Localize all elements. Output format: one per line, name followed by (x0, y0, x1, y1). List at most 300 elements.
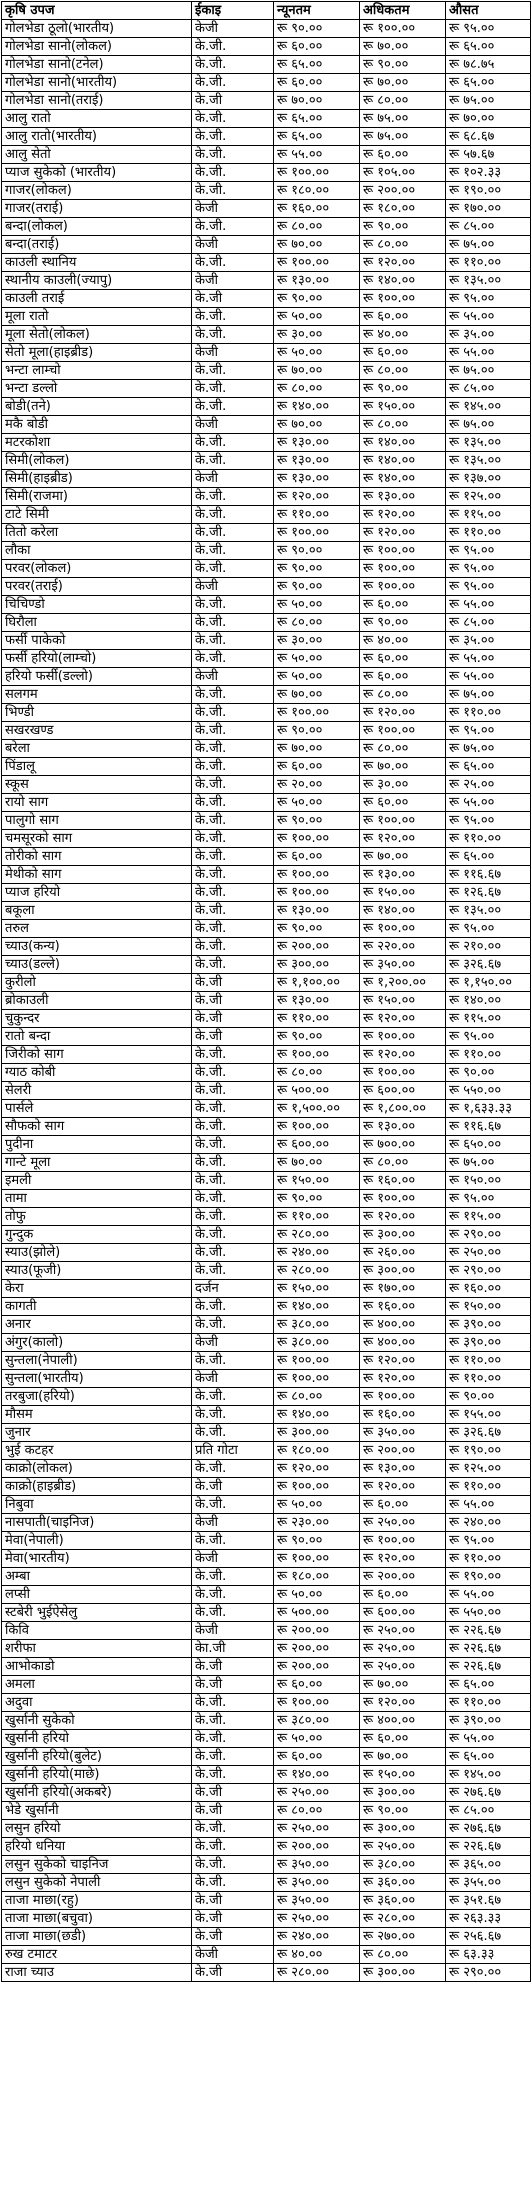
unit-cell: प्रति गोटा (192, 1442, 274, 1460)
header-minimum: न्यूनतम (274, 2, 360, 20)
commodity-cell: हरियो धनिया (2, 1838, 192, 1856)
unit-cell: के.जी (192, 1802, 274, 1820)
minimum-price-cell: रू ७०.०० (274, 362, 360, 380)
maximum-price-cell: रू १००.०० (360, 722, 446, 740)
commodity-cell: फर्सी पाकेको (2, 632, 192, 650)
table-row (2, 1712, 531, 1730)
average-price-cell: रू ६५.०० (446, 758, 531, 776)
average-price-cell: रू ५५०.०० (446, 1604, 531, 1622)
maximum-price-cell: रू ४००.०० (360, 1316, 446, 1334)
average-price-cell: रू ३५.०० (446, 326, 531, 344)
average-price-cell: रू ९५.०० (446, 1190, 531, 1208)
average-price-cell: रू ११६.६७ (446, 866, 531, 884)
minimum-price-cell: रू ३५०.०० (274, 1856, 360, 1874)
unit-cell: के.जी. (192, 1856, 274, 1874)
maximum-price-cell: रू २६०.०० (360, 1244, 446, 1262)
minimum-price-cell: रू ५०.०० (274, 794, 360, 812)
unit-cell: के.जी. (192, 1316, 274, 1334)
table-row (2, 1028, 531, 1046)
table-row (2, 1136, 531, 1154)
average-price-cell: रू ७५.०० (446, 740, 531, 758)
unit-cell: के.जी. (192, 308, 274, 326)
unit-cell: के.जी (192, 1676, 274, 1694)
unit-cell: के.जी. (192, 1496, 274, 1514)
commodity-cell: सेतो मूला(हाइब्रीड) (2, 344, 192, 362)
commodity-cell: मूला सेतो(लोकल) (2, 326, 192, 344)
commodity-cell: तोफु (2, 1208, 192, 1226)
table-row (2, 1910, 531, 1928)
unit-cell: के.जी. (192, 1712, 274, 1730)
average-price-cell: रू १६०.०० (446, 1280, 531, 1298)
commodity-cell: लसुन सुकेको नेपाली (2, 1874, 192, 1892)
average-price-cell: रू ९५.०० (446, 1532, 531, 1550)
commodity-cell: पुदीना (2, 1136, 192, 1154)
unit-cell: के.जी. (192, 452, 274, 470)
minimum-price-cell: रू ८०.०० (274, 1802, 360, 1820)
maximum-price-cell: रू १२०.०० (360, 830, 446, 848)
unit-cell: के.जी. (192, 794, 274, 812)
average-price-cell: रू १३५.०० (446, 434, 531, 452)
commodity-cell: बरेला (2, 740, 192, 758)
table-row (2, 1658, 531, 1676)
minimum-price-cell: रू २८०.०० (274, 1226, 360, 1244)
table-row (2, 290, 531, 308)
maximum-price-cell: रू २७०.०० (360, 1928, 446, 1946)
average-price-cell: रू ९५.०० (446, 578, 531, 596)
table-row (2, 20, 531, 38)
commodity-cell: मेवा(नेपाली) (2, 1532, 192, 1550)
commodity-cell: टाटे सिमी (2, 506, 192, 524)
minimum-price-cell: रू २००.०० (274, 1658, 360, 1676)
minimum-price-cell: रू ३०.०० (274, 632, 360, 650)
minimum-price-cell: रू १४०.०० (274, 1406, 360, 1424)
maximum-price-cell: रू २५०.०० (360, 1514, 446, 1532)
table-row (2, 1370, 531, 1388)
maximum-price-cell: रू २२०.०० (360, 938, 446, 956)
table-row (2, 596, 531, 614)
maximum-price-cell: रू ७०.०० (360, 848, 446, 866)
table-row (2, 560, 531, 578)
table-row (2, 830, 531, 848)
table-row (2, 974, 531, 992)
commodity-cell: गाजर(लोकल) (2, 182, 192, 200)
average-price-cell: रू १९०.०० (446, 1442, 531, 1460)
unit-cell: के.जी. (192, 1082, 274, 1100)
minimum-price-cell: रू १२०.०० (274, 1460, 360, 1478)
minimum-price-cell: रू ५०.०० (274, 1730, 360, 1748)
minimum-price-cell: रू २४०.०० (274, 1928, 360, 1946)
maximum-price-cell: रू १४०.०० (360, 434, 446, 452)
commodity-cell: आलु सेतो (2, 146, 192, 164)
unit-cell: के.जी. (192, 1838, 274, 1856)
unit-cell: के.जी. (192, 704, 274, 722)
commodity-cell: स्टबेरी भुईऐसेलु (2, 1604, 192, 1622)
header-row (2, 2, 531, 20)
maximum-price-cell: रू ३८०.०० (360, 1856, 446, 1874)
maximum-price-cell: रू ३००.०० (360, 1820, 446, 1838)
table-row (2, 1100, 531, 1118)
commodity-cell: शरीफा (2, 1640, 192, 1658)
average-price-cell: रू ९५.०० (446, 920, 531, 938)
average-price-cell: रू १५५.०० (446, 1406, 531, 1424)
table-row (2, 740, 531, 758)
average-price-cell: रू ९०.०० (446, 1064, 531, 1082)
average-price-cell: रू ५७.६७ (446, 146, 531, 164)
unit-cell: के.जी. (192, 1136, 274, 1154)
commodity-cell: भन्टा लाम्चो (2, 362, 192, 380)
unit-cell: के.जी. (192, 128, 274, 146)
minimum-price-cell: रू १००.०० (274, 1118, 360, 1136)
table-row (2, 812, 531, 830)
commodity-cell: अनार (2, 1316, 192, 1334)
commodity-cell: अम्बा (2, 1568, 192, 1586)
minimum-price-cell: रू १८०.०० (274, 182, 360, 200)
commodity-cell: काक्रो(लोकल) (2, 1460, 192, 1478)
table-row (2, 1856, 531, 1874)
average-price-cell: रू ७५.०० (446, 362, 531, 380)
minimum-price-cell: रू २८०.०० (274, 1964, 360, 1982)
minimum-price-cell: रू २५०.०० (274, 1820, 360, 1838)
unit-cell: के.जी. (192, 542, 274, 560)
table-row (2, 110, 531, 128)
maximum-price-cell: रू १००.०० (360, 560, 446, 578)
maximum-price-cell: रू ३००.०० (360, 1262, 446, 1280)
average-price-cell: रू २२६.६७ (446, 1838, 531, 1856)
average-price-cell: रू ११०.०० (446, 704, 531, 722)
average-price-cell: रू १३७.०० (446, 470, 531, 488)
average-price-cell: रू १३५.०० (446, 902, 531, 920)
commodity-cell: ग्याठ कोबी (2, 1064, 192, 1082)
commodity-cell: मकै बोडी (2, 416, 192, 434)
commodity-cell: बन्दा(तराई) (2, 236, 192, 254)
table-row (2, 1478, 531, 1496)
average-price-cell: रू ३५.०० (446, 632, 531, 650)
minimum-price-cell: रू ३८०.०० (274, 1334, 360, 1352)
price-table (1, 1, 531, 1982)
unit-cell: के.जी. (192, 830, 274, 848)
minimum-price-cell: रू १५०.०० (274, 1172, 360, 1190)
minimum-price-cell: रू ९०.०० (274, 1190, 360, 1208)
average-price-cell: रू ११०.०० (446, 254, 531, 272)
average-price-cell: रू ५५.०० (446, 596, 531, 614)
unit-cell: के.जी. (192, 1568, 274, 1586)
header-maximum: अधिकतम (360, 2, 446, 20)
maximum-price-cell: रू ६०.०० (360, 344, 446, 362)
unit-cell: के.जी. (192, 524, 274, 542)
average-price-cell: रू ६५.०० (446, 1676, 531, 1694)
maximum-price-cell: रू १००.०० (360, 578, 446, 596)
minimum-price-cell: रू ३००.०० (274, 956, 360, 974)
commodity-cell: भन्टा डल्लो (2, 380, 192, 398)
average-price-cell: रू ८५.०० (446, 1802, 531, 1820)
table-row (2, 272, 531, 290)
table-row (2, 1550, 531, 1568)
unit-cell: के.जी. (192, 650, 274, 668)
unit-cell: के.जी. (192, 1766, 274, 1784)
table-row (2, 1694, 531, 1712)
unit-cell: केजी (192, 1334, 274, 1352)
maximum-price-cell: रू १६०.०० (360, 1406, 446, 1424)
commodity-cell: तरुल (2, 920, 192, 938)
maximum-price-cell: रू ४००.०० (360, 1334, 446, 1352)
table-row (2, 524, 531, 542)
maximum-price-cell: रू ७०.०० (360, 38, 446, 56)
commodity-cell: बकूला (2, 902, 192, 920)
table-row (2, 1586, 531, 1604)
minimum-price-cell: रू २००.०० (274, 938, 360, 956)
table-row (2, 74, 531, 92)
maximum-price-cell: रू १४०.०० (360, 452, 446, 470)
minimum-price-cell: रू ५०.०० (274, 668, 360, 686)
minimum-price-cell: रू ८०.०० (274, 1064, 360, 1082)
table-row (2, 182, 531, 200)
maximum-price-cell: रू ८०.०० (360, 92, 446, 110)
unit-cell: के.जी (192, 1028, 274, 1046)
commodity-cell: भिण्डी (2, 704, 192, 722)
maximum-price-cell: रू १२०.०० (360, 1370, 446, 1388)
commodity-cell: खुर्सानी हरियो(माछे) (2, 1766, 192, 1784)
minimum-price-cell: रू १००.०० (274, 1046, 360, 1064)
commodity-cell: स्कूस (2, 776, 192, 794)
maximum-price-cell: रू १२०.०० (360, 506, 446, 524)
table-row (2, 218, 531, 236)
maximum-price-cell: रू १००.०० (360, 812, 446, 830)
unit-cell: के.जी. (192, 956, 274, 974)
maximum-price-cell: रू ७०.०० (360, 758, 446, 776)
commodity-cell: पिंडालू (2, 758, 192, 776)
commodity-cell: तोरीको साग (2, 848, 192, 866)
minimum-price-cell: रू ९०.०० (274, 290, 360, 308)
minimum-price-cell: रू १३०.०० (274, 434, 360, 452)
maximum-price-cell: रू ३०.०० (360, 776, 446, 794)
table-row (2, 236, 531, 254)
commodity-cell: आभोकाडो (2, 1658, 192, 1676)
maximum-price-cell: रू ८०.०० (360, 1154, 446, 1172)
minimum-price-cell: रू १४०.०० (274, 1298, 360, 1316)
table-row (2, 56, 531, 74)
minimum-price-cell: रू १००.०० (274, 866, 360, 884)
commodity-cell: मेथीको साग (2, 866, 192, 884)
commodity-cell: मूला रातो (2, 308, 192, 326)
unit-cell: के.जी. (192, 560, 274, 578)
minimum-price-cell: रू ५०.०० (274, 596, 360, 614)
unit-cell: के.जी. (192, 1046, 274, 1064)
average-price-cell: रू ६५.०० (446, 38, 531, 56)
average-price-cell: रू ३५१.६७ (446, 1892, 531, 1910)
maximum-price-cell: रू ६०.०० (360, 668, 446, 686)
commodity-cell: गुन्दुक (2, 1226, 192, 1244)
average-price-cell: रू २५६.६७ (446, 1928, 531, 1946)
maximum-price-cell: रू १३०.०० (360, 1118, 446, 1136)
maximum-price-cell: रू २००.०० (360, 182, 446, 200)
commodity-cell: कागती (2, 1298, 192, 1316)
maximum-price-cell: रू १५०.०० (360, 1766, 446, 1784)
maximum-price-cell: रू ६००.०० (360, 1604, 446, 1622)
unit-cell: के.जी (192, 290, 274, 308)
commodity-cell: मेवा(भारतीय) (2, 1550, 192, 1568)
minimum-price-cell: रू १००.०० (274, 884, 360, 902)
average-price-cell: रू १३५.०० (446, 452, 531, 470)
minimum-price-cell: रू ७०.०० (274, 740, 360, 758)
unit-cell: केजी (192, 236, 274, 254)
unit-cell: के.जी. (192, 1874, 274, 1892)
minimum-price-cell: रू १,१००.०० (274, 974, 360, 992)
maximum-price-cell: रू ३६०.०० (360, 1874, 446, 1892)
unit-cell: के.जी. (192, 218, 274, 236)
unit-cell: के.जी. (192, 1154, 274, 1172)
minimum-price-cell: रू ९०.०० (274, 1028, 360, 1046)
unit-cell: केजी (192, 344, 274, 362)
commodity-cell: चुकुन्दर (2, 1010, 192, 1028)
minimum-price-cell: रू २५०.०० (274, 1784, 360, 1802)
minimum-price-cell: रू ४०.०० (274, 1946, 360, 1964)
table-row (2, 1406, 531, 1424)
commodity-cell: आलु रातो (2, 110, 192, 128)
unit-cell: के.जी. (192, 1352, 274, 1370)
unit-cell: के.जी (192, 1910, 274, 1928)
table-row (2, 1892, 531, 1910)
average-price-cell: रू २७६.६७ (446, 1820, 531, 1838)
average-price-cell: रू १२५.०० (446, 1460, 531, 1478)
maximum-price-cell: रू १००.०० (360, 1190, 446, 1208)
minimum-price-cell: रू ११०.०० (274, 506, 360, 524)
minimum-price-cell: रू ५५.०० (274, 146, 360, 164)
commodity-cell: बन्दा(लोकल) (2, 218, 192, 236)
average-price-cell: रू ९५.०० (446, 1028, 531, 1046)
unit-cell: के.जी (192, 1478, 274, 1496)
maximum-price-cell: रू १२०.०० (360, 1694, 446, 1712)
average-price-cell: रू ५५.०० (446, 794, 531, 812)
maximum-price-cell: रू १४०.०० (360, 470, 446, 488)
unit-cell: के.जी. (192, 326, 274, 344)
table-row (2, 1946, 531, 1964)
table-row (2, 1118, 531, 1136)
maximum-price-cell: रू ६०.०० (360, 1496, 446, 1514)
commodity-cell: चिचिण्डो (2, 596, 192, 614)
table-row (2, 668, 531, 686)
table-row (2, 1802, 531, 1820)
unit-cell: के.जी. (192, 884, 274, 902)
unit-cell: के.जी. (192, 1820, 274, 1838)
unit-cell: के.जी. (192, 1604, 274, 1622)
table-row (2, 164, 531, 182)
maximum-price-cell: रू ६०.०० (360, 1730, 446, 1748)
minimum-price-cell: रू १००.०० (274, 524, 360, 542)
table-row (2, 866, 531, 884)
minimum-price-cell: रू २०.०० (274, 776, 360, 794)
unit-cell: केजी (192, 1622, 274, 1640)
minimum-price-cell: रू ९०.०० (274, 722, 360, 740)
unit-cell: के.जी. (192, 596, 274, 614)
maximum-price-cell: रू २८०.०० (360, 1910, 446, 1928)
commodity-cell: लप्सी (2, 1586, 192, 1604)
average-price-cell: रू ९५.०० (446, 560, 531, 578)
table-row (2, 1280, 531, 1298)
maximum-price-cell: रू २५०.०० (360, 1838, 446, 1856)
minimum-price-cell: रू १८०.०० (274, 1442, 360, 1460)
unit-cell: के.जी. (192, 1064, 274, 1082)
minimum-price-cell: रू १००.०० (274, 1352, 360, 1370)
table-row (2, 758, 531, 776)
maximum-price-cell: रू १००.०० (360, 1064, 446, 1082)
table-row (2, 776, 531, 794)
average-price-cell: रू १५०.०० (446, 1298, 531, 1316)
average-price-cell: रू ७५.०० (446, 686, 531, 704)
average-price-cell: रू ११०.०० (446, 1550, 531, 1568)
average-price-cell: रू १,६३३.३३ (446, 1100, 531, 1118)
minimum-price-cell: रू ९०.०० (274, 812, 360, 830)
unit-cell: के.जी (192, 1964, 274, 1982)
table-row (2, 398, 531, 416)
average-price-cell: रू १२६.६७ (446, 884, 531, 902)
minimum-price-cell: रू २८०.०० (274, 1262, 360, 1280)
minimum-price-cell: रू ७०.०० (274, 236, 360, 254)
commodity-cell: लसुन हरियो (2, 1820, 192, 1838)
average-price-cell: रू २९०.०० (446, 1226, 531, 1244)
unit-cell: के.जी. (192, 362, 274, 380)
table-row (2, 686, 531, 704)
unit-cell: के.जी. (192, 1244, 274, 1262)
minimum-price-cell: रू ७०.०० (274, 686, 360, 704)
average-price-cell: रू ११०.०० (446, 1478, 531, 1496)
unit-cell: के.जी (192, 992, 274, 1010)
maximum-price-cell: रू १००.०० (360, 20, 446, 38)
maximum-price-cell: रू १३०.०० (360, 866, 446, 884)
maximum-price-cell: रू १०५.०० (360, 164, 446, 182)
unit-cell: के.जी. (192, 1694, 274, 1712)
table-row (2, 128, 531, 146)
unit-cell: के.जी. (192, 1424, 274, 1442)
table-row (2, 794, 531, 812)
commodity-cell: गोलभेडा सानो(लोकल) (2, 38, 192, 56)
table-row (2, 1460, 531, 1478)
unit-cell: के.जी. (192, 902, 274, 920)
commodity-cell: सौफको साग (2, 1118, 192, 1136)
commodity-cell: काउली तराई (2, 290, 192, 308)
commodity-cell: गान्टे मूला (2, 1154, 192, 1172)
unit-cell: केा.जी (192, 1640, 274, 1658)
maximum-price-cell: रू ४०.०० (360, 326, 446, 344)
commodity-cell: तितो करेला (2, 524, 192, 542)
commodity-cell: अंगुर(कालो) (2, 1334, 192, 1352)
minimum-price-cell: रू ६००.०० (274, 1136, 360, 1154)
unit-cell: के.जी. (192, 614, 274, 632)
average-price-cell: रू ६८.६७ (446, 128, 531, 146)
commodity-cell: फर्सी हरियो(लाम्चो) (2, 650, 192, 668)
unit-cell: के.जी (192, 1658, 274, 1676)
unit-cell: के.जी. (192, 110, 274, 128)
maximum-price-cell: रू ४०.०० (360, 632, 446, 650)
average-price-cell: रू ७५.०० (446, 1154, 531, 1172)
average-price-cell: रू ६५.०० (446, 1748, 531, 1766)
average-price-cell: रू ६५.०० (446, 74, 531, 92)
average-price-cell: रू ११०.०० (446, 1694, 531, 1712)
average-price-cell: रू १,१५०.०० (446, 974, 531, 992)
average-price-cell: रू १२५.०० (446, 488, 531, 506)
minimum-price-cell: रू २००.०० (274, 1622, 360, 1640)
maximum-price-cell: रू ७०.०० (360, 1748, 446, 1766)
table-row (2, 1532, 531, 1550)
commodity-cell: किवि (2, 1622, 192, 1640)
commodity-cell: भुई कटहर (2, 1442, 192, 1460)
minimum-price-cell: रू १००.०० (274, 254, 360, 272)
minimum-price-cell: रू ५०.०० (274, 1496, 360, 1514)
unit-cell: के.जी. (192, 1172, 274, 1190)
average-price-cell: रू १४५.०० (446, 398, 531, 416)
minimum-price-cell: रू १५०.०० (274, 1280, 360, 1298)
minimum-price-cell: रू ६०.०० (274, 74, 360, 92)
maximum-price-cell: रू ८०.०० (360, 686, 446, 704)
